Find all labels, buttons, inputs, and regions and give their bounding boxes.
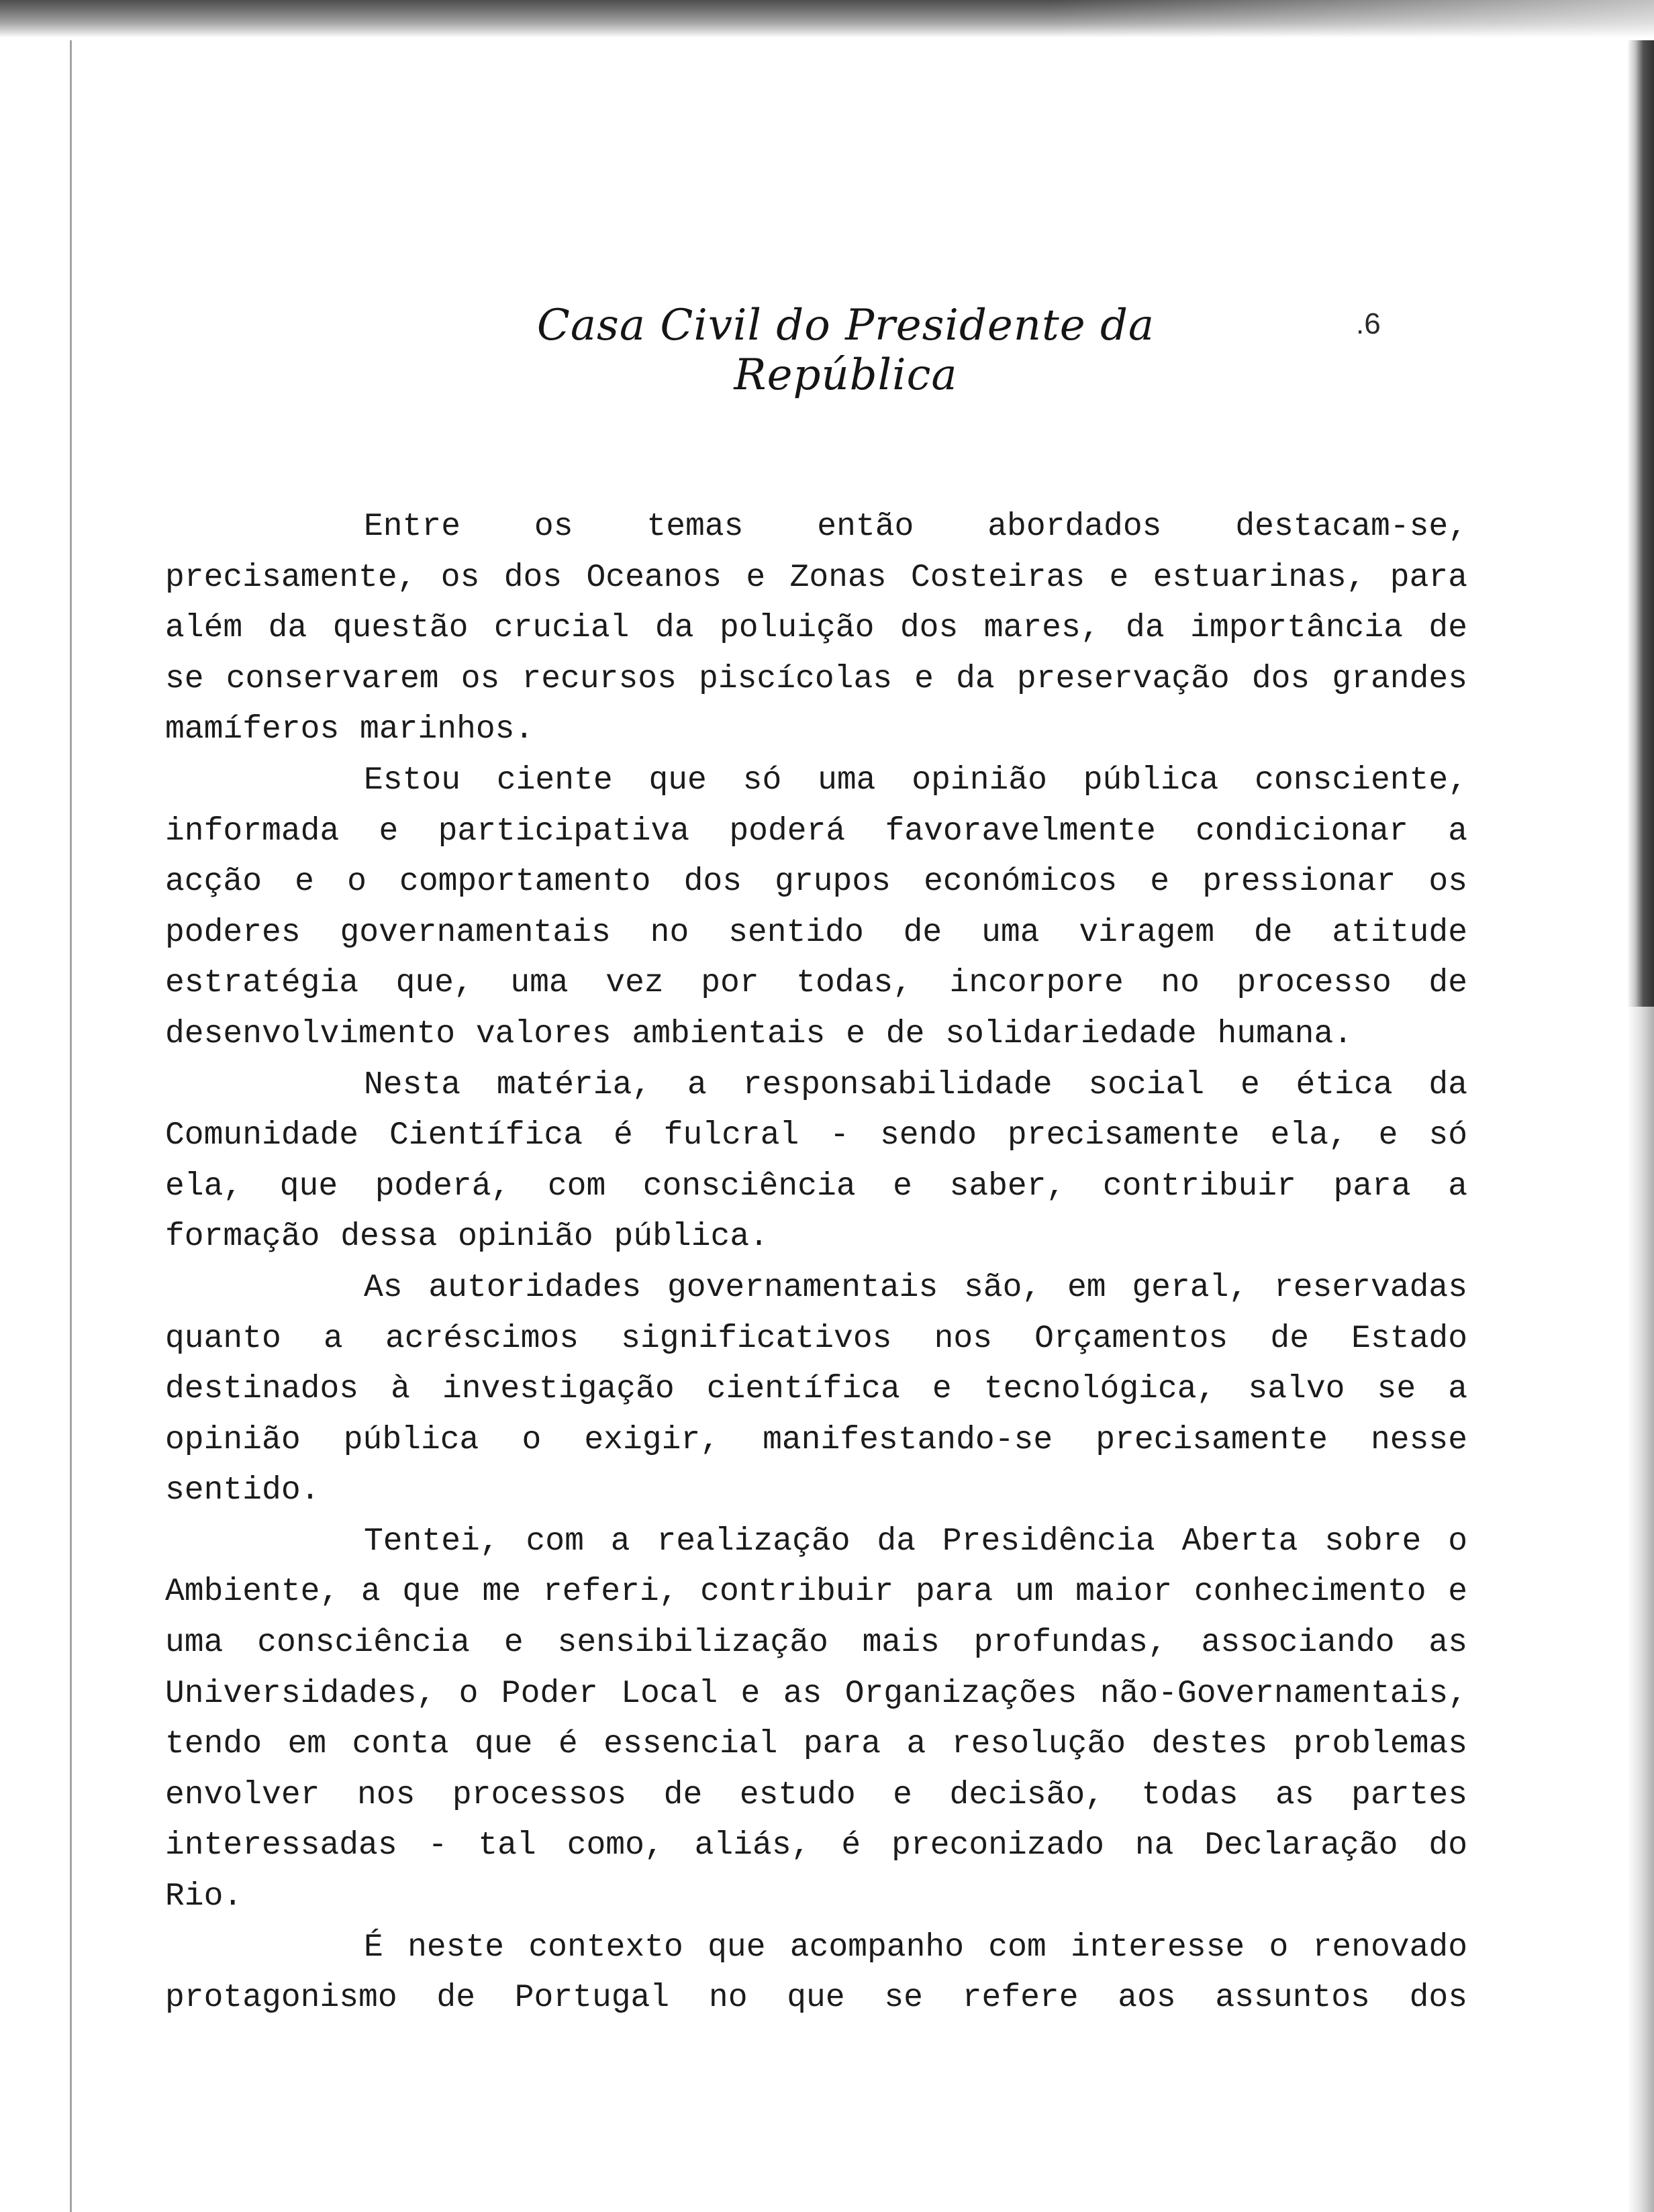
paragraph: Tentei, com a realização da Presidência Aberta sobre o Ambiente, a que me referi, contribuir para um maior conhecimento e uma consciência e sensibilização mais profundas, associando as Universidades, o Poder Local e as Organizações não-Governamentais, tendo em conta que é essencial para a resolução destes problemas envolver nos processos de estudo e decisão, todas as partes interessadas - tal como, aliás, é preconizado na Declaração do Rio.	[165, 1523, 1467, 1915]
paragraph: Nesta matéria, a responsabilidade social e ética da Comunidade Científica é fulcral - sendo precisamente ela, e só ela, que poderá, com consciência e saber, contribuir para a formação dessa opinião pública.	[165, 1066, 1467, 1256]
paragraph: É neste contexto que acompanho com interesse o renovado protagonismo de Portugal no que se refere aos assuntos dos	[165, 1929, 1467, 2017]
document-body	[165, 502, 1467, 2024]
letterhead: Casa Civil do Presidente da República	[536, 301, 1155, 400]
paragraph: As autoridades governamentais são, em geral, reservadas quanto a acréscimos significativos nos Orçamentos de Estado destinados à investigação científica e tecnológica, salvo se a opinião pública o exigir, manifestando-se precisamente nesse sentido.	[165, 1269, 1467, 1509]
page-number: .6	[1356, 307, 1381, 340]
paragraph: Estou ciente que só uma opinião pública consciente, informada e participativa poderá favoravelmente condicionar a acção e o comportamento dos grupos económicos e pressionar os poderes governamentais no sentido de uma viragem de atitude estratégia que, uma vez por todas, incorpore no processo de desenvolvimento valores ambientais e de solidariedade humana.	[165, 762, 1467, 1052]
scan-left-edge	[70, 40, 72, 2212]
scan-right-edge-lower	[1627, 1007, 1654, 2212]
scan-top-fade	[1050, 0, 1654, 38]
paragraph: Entre os temas então abordados destacam-se, precisamente, os dos Oceanos e Zonas Costeiras e estuarinas, para além da questão crucial da poluição dos mares, da importância de se conservarem os recursos piscícolas e da preservação dos grandes mamíferos marinhos.	[165, 509, 1467, 748]
